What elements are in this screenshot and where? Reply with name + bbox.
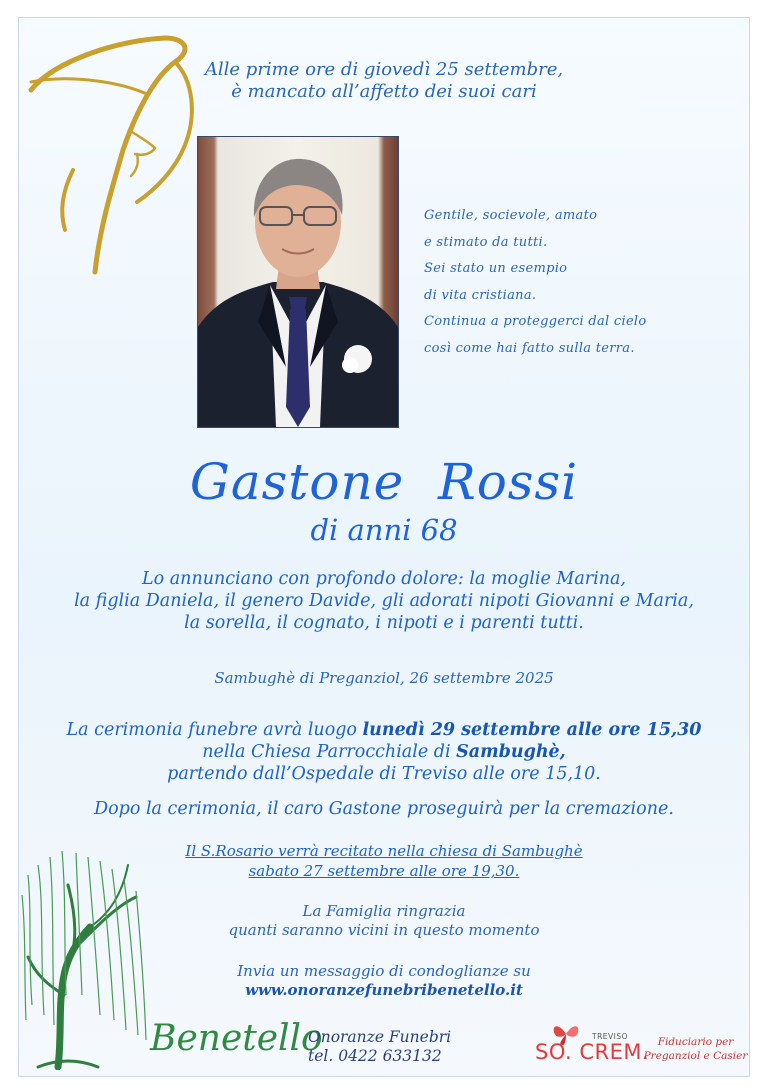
announcement: Lo annunciano con profondo dolore: la moglie Marina, la figlia Daniela, il genero Davide, gli adorati nipoti Giovanni e Maria, la sorella, il cognato, i nipoti e i parenti tutti. (74, 569, 694, 633)
cremation-note: Dopo la cerimonia, il caro Gastone proseguirà per la cremazione. (94, 799, 674, 819)
family-thanks: La Famiglia ringrazia quanti saranno vicini in questo momento (228, 902, 540, 939)
poem-line: Gentile, socievole, amato (424, 208, 598, 223)
willow-tree-icon (18, 845, 153, 1070)
poem-line: Continua a proteggerci dal cielo (424, 314, 647, 330)
socrem-logo: SO. CREM. (535, 1040, 650, 1064)
poem-line: di vita cristiana. (424, 287, 537, 303)
socrem-city: TREVISO (592, 1032, 629, 1041)
poem (424, 203, 694, 363)
benetello-logo: Benetello (150, 1018, 323, 1059)
rosario-info: Il S.Rosario verrà recitato nella chiesa di Sambughè sabato 27 settembre alle ore 19,30. (185, 842, 583, 880)
portrait-figure (198, 137, 398, 427)
opening-text: Alle prime ore di giovedì 25 settembre, è mancato all’affetto dei suoi cari (204, 59, 564, 102)
ceremony-info: La cerimonia funebre avrà luogo lunedì 29 settembre alle ore 15,30 nella Chiesa Parrocchiale di Sambughè, partendo dall’Ospedale di Treviso alle ore 15,10. (66, 720, 702, 784)
place-date: Sambughè di Preganziol, 26 settembre 2025 (214, 669, 554, 687)
deceased-age: di anni 68 (310, 513, 458, 547)
poem-line: Sei stato un esempio (424, 261, 568, 277)
fiduciario-note: Fiduciario per Preganziol e Casier (643, 1036, 748, 1062)
portrait-photo (197, 136, 399, 428)
poem-line: così come hai fatto sulla terra. (424, 340, 635, 356)
poem-line: e stimato da tutti. (424, 234, 548, 250)
condolence-message: Invia un messaggio di condoglianze su www.onoranzefunebribenetello.it (0, 962, 768, 1000)
deceased-name: Gastone Rossi (189, 453, 579, 511)
website-link[interactable]: www.onoranzefunebribenetello.it (245, 981, 523, 999)
funeral-service-info: Onoranze Funebri tel. 0422 633132 (308, 1028, 452, 1065)
